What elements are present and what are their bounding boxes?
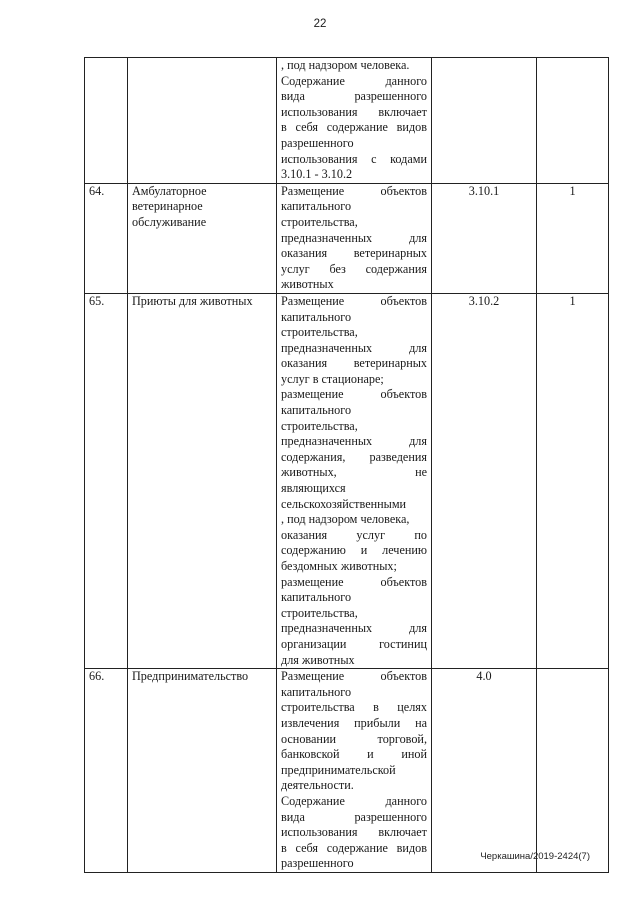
row-number [85,58,128,184]
use-type-name-line: ветеринарное [132,199,203,214]
description-line: Содержание данного [281,793,427,808]
parameter-value: 1 [537,293,609,668]
row-number: 66. [85,669,128,873]
table-row [85,183,609,293]
description-line: Размещение объектов [281,183,427,198]
use-type-name [128,58,277,184]
row-number: 65. [85,293,128,668]
description-line: оказания ветеринарных [281,246,427,261]
table-row [85,293,609,668]
description-line: предназначенных для [281,230,427,245]
land-use-table [84,57,609,873]
use-type-name-line: обслуживание [132,214,207,229]
description-line: предпринимательской [281,762,396,777]
description-line: содержанию и лечению [281,543,427,558]
description-line: оказания услуг по [281,527,427,542]
classifier-code: 3.10.2 [432,293,537,668]
use-description [277,183,432,293]
classifier-code: 4.0 [432,669,537,873]
description-line: извлечения прибыли на [281,715,427,730]
description-line: Размещение объектов [281,293,427,308]
description-line: размещение объектов [281,387,427,402]
description-line: Содержание данного [281,73,427,88]
use-type-name [128,183,277,293]
description-line: деятельности. [281,778,354,793]
document-reference: Черкашина/2019-2424(7) [480,851,590,862]
description-line: 3.10.1 - 3.10.2 [281,167,353,182]
description-line: капитального [281,590,352,605]
description-line: банковской и иной [281,747,427,762]
description-line: вида разрешенного [281,89,427,104]
parameter-value: 1 [537,183,609,293]
table-row [85,58,609,184]
use-type-name [128,293,277,668]
description-line: строительства, [281,325,358,340]
description-line: бездомных животных; [281,559,397,573]
parameter-value [537,669,609,873]
description-line: содержания, разведения [281,449,427,464]
description-line: капитального [281,309,352,324]
description-line: разрешенного [281,856,354,871]
description-line: использования с кодами [281,151,427,166]
description-line: разрешенного [281,135,354,150]
use-type-name-line: Приюты для животных [132,293,253,308]
description-line: использования включает [281,104,427,119]
description-line: строительства в целях [281,700,427,715]
description-line: основании торговой, [281,731,427,746]
use-type-name-line: Предпринимательство [132,669,249,684]
use-description [277,293,432,668]
use-type-name-line: Амбулаторное [132,183,207,198]
description-line: , под надзором человека, [281,512,410,527]
description-line: вида разрешенного [281,809,427,824]
description-line: являющихся [281,481,346,496]
description-line: размещение объектов [281,574,427,589]
description-line: капитального [281,684,352,699]
description-line: в себя содержание видов [281,840,427,855]
table-row [85,669,609,873]
description-line: Размещение объектов [281,669,427,684]
description-line: строительства, [281,418,358,433]
use-type-name [128,669,277,873]
description-line: оказания ветеринарных [281,356,427,371]
description-line: сельскохозяйственными [281,496,407,511]
description-line: предназначенных для [281,434,427,449]
description-line: строительства, [281,605,358,620]
description-line: услуг без содержания [281,261,427,276]
description-line: в себя содержание видов [281,120,427,135]
description-line: капитального [281,199,352,214]
description-line: , под надзором человека. [281,58,410,72]
use-description [277,58,432,184]
use-description [277,669,432,873]
description-line: услуг в стационаре; [281,371,384,386]
description-line: капитального [281,403,352,418]
row-number: 64. [85,183,128,293]
parameter-value [537,58,609,184]
page-number: 22 [313,18,327,30]
description-line: организации гостиниц [281,636,427,651]
description-line: строительства, [281,214,358,229]
description-line: животных, не [281,465,427,480]
description-line: предназначенных для [281,621,427,636]
classifier-code [432,58,537,184]
description-line: предназначенных для [281,340,427,355]
description-line: использования включает [281,825,427,840]
classifier-code: 3.10.1 [432,183,537,293]
description-line: животных [281,277,334,292]
description-line: для животных [281,652,355,667]
